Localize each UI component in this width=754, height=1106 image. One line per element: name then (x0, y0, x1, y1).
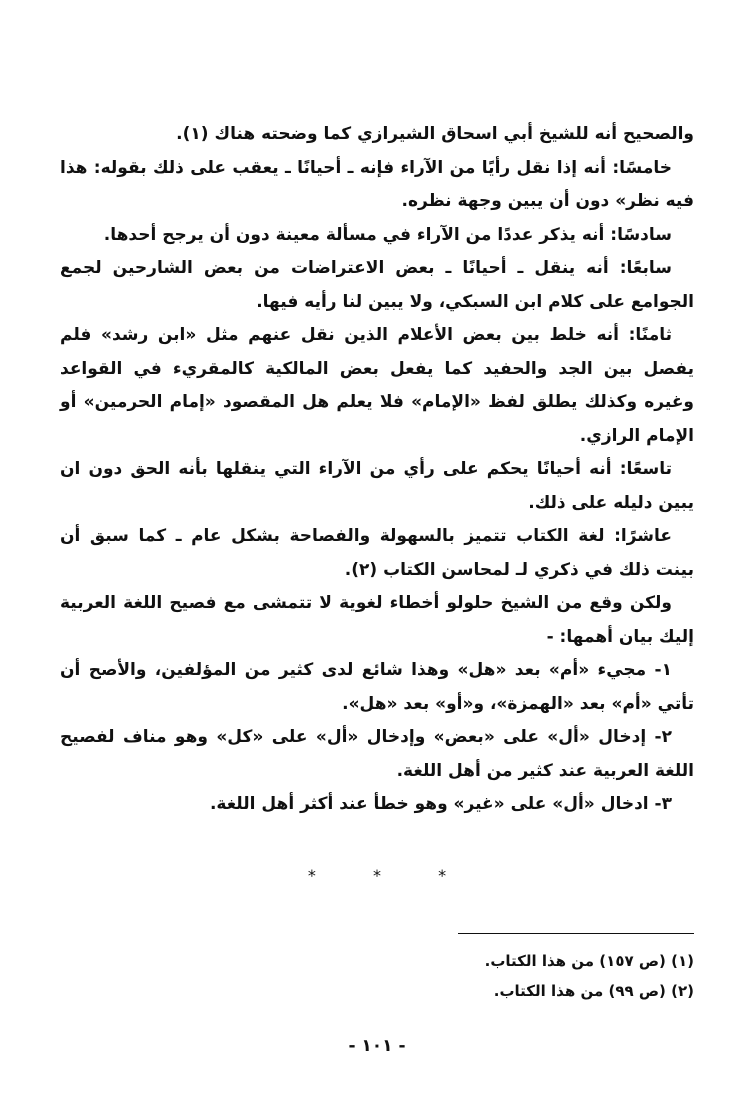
separator-asterisk: * (438, 866, 447, 885)
paragraph-eighth: ثامنًا: أنه خلط بين بعض الأعلام الذين نقل عنهم مثل «ابن رشد» فلم يفصل بين الجد والحفيد كما يفعل بعض المالكية كالمقريء في القواعد وغيره وكذلك يطلق لفظ «الإمام» فلا يعلم هل المقصود «إمام الحرمين» أو الإمام الرازي. (60, 325, 694, 446)
paragraph-fifth: خامسًا: أنه إذا نقل رأيًا من الآراء فإنه ـ أحيانًا ـ يعقب على ذلك بقوله: هذا فيه نظر» دون أن يبين وجهة نظره. (60, 157, 694, 211)
list-item-2: ٢- إدخال «أل» على «بعض» وإدخال «أل» على «كل» وهو مناف لفصيح اللغة العربية عند كثير من أهل اللغة. (60, 727, 694, 781)
paragraph-sixth: سادسًا: أنه يذكر عددًا من الآراء في مسألة معينة دون أن يرجح أحدها. (103, 224, 672, 245)
list-item-1: ١- مجيء «أم» بعد «هل» وهذا شائع لدى كثير من المؤلفين، والأصح أن تأتي «أم» بعد «الهمزة»، و«أو» بعد «هل». (60, 660, 694, 714)
paragraph-conclusion: والصحيح أنه للشيخ أبي اسحاق الشيرازي كما وضحته هناك (١). (176, 124, 694, 144)
footnote-divider (458, 933, 694, 934)
paragraph-ninth: تاسعًا: أنه أحيانًا يحكم على رأي من الآراء التي ينقلها بأنه الحق دون ان يبين دليله على ذلك. (60, 459, 694, 513)
footnotes (60, 946, 694, 1006)
page-number: - ١٠١ - (348, 1036, 406, 1056)
paragraph-tenth: عاشرًا: لغة الكتاب تتميز بالسهولة والفصاحة بشكل عام ـ كما سبق أن بينت ذلك في ذكري لـ لمحاسن الكتاب (٢). (60, 526, 694, 580)
separator-asterisk: * (307, 866, 316, 885)
list-item-3: ٣- ادخال «أل» على «غير» وهو خطأ عند أكثر أهل اللغة. (209, 794, 672, 814)
paragraph-language-errors: ولكن وقع من الشيخ حلولو أخطاء لغوية لا تتمشى مع فصيح اللغة العربية إليك بيان أهمها: - (60, 593, 694, 647)
paragraph-seventh: سابعًا: أنه ينقل ـ أحيانًا ـ بعض الاعتراضات من بعض الشارحين لجمع الجوامع على كلام ابن السبكي، ولا يبين لنا رأيه فيها. (60, 258, 694, 312)
footnote-1: (١) (ص ١٥٧) من هذا الكتاب. (484, 952, 694, 970)
section-separator (0, 866, 754, 885)
main-text (60, 118, 694, 822)
separator-asterisk: * (373, 866, 381, 885)
footnote-2: (٢) (ص ٩٩) من هذا الكتاب. (493, 982, 694, 1000)
